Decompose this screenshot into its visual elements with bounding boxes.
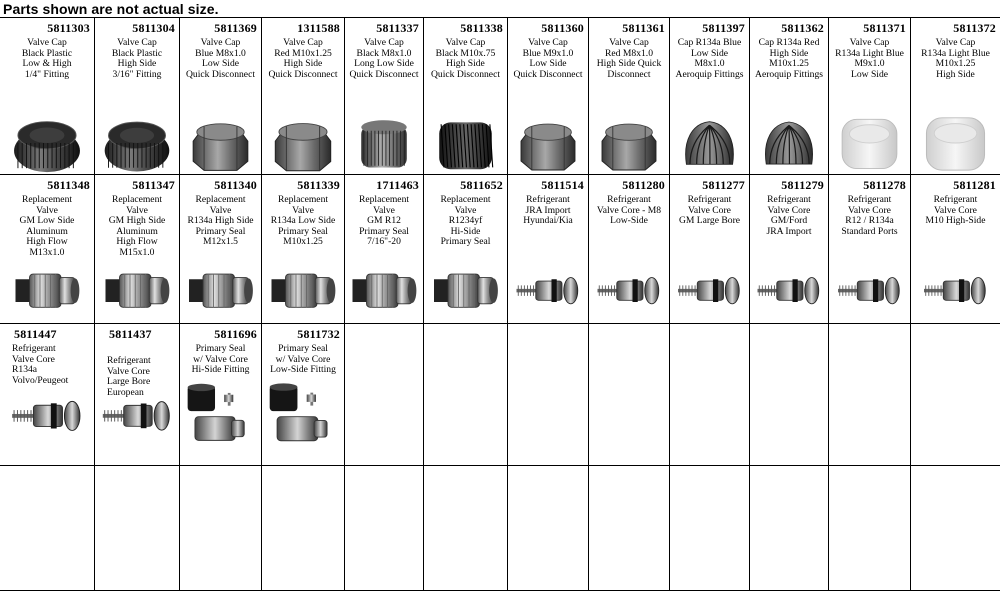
- valve-core-icon: [754, 260, 824, 316]
- black-ribbed-valve-cap-icon: [4, 112, 90, 174]
- primary-seal-kit-icon: [266, 382, 340, 444]
- part-description: Cap R134a Red High Side M10x1.25 Aeroquip Fittings: [755, 37, 823, 80]
- part-description: Valve Cap R134a Light Blue M10x1.25 High Side: [921, 37, 990, 80]
- part-number: 5811696: [214, 327, 257, 341]
- part-description: Refrigerant Valve Core M10 High-Side: [925, 194, 986, 227]
- primary-seal-kit-icon: [184, 382, 257, 444]
- part-number: 5811371: [863, 21, 906, 35]
- part-number: 5811447: [14, 327, 57, 341]
- part-description: Valve Cap Black M8x1.0 Long Low Side Quick Disconnect: [349, 37, 419, 80]
- part-cell-5811360: [508, 17, 589, 175]
- replacement-valve-icon: [349, 260, 419, 316]
- empty-cell: [0, 466, 95, 591]
- part-cell-5811303: [0, 17, 95, 175]
- part-number: 5811347: [132, 178, 175, 192]
- empty-cell: [95, 466, 180, 591]
- part-number: 5811304: [132, 21, 175, 35]
- empty-cell: [670, 466, 750, 591]
- part-number: 5811514: [541, 178, 584, 192]
- part-cell-5811447: [0, 324, 95, 466]
- empty-cell: [262, 466, 345, 591]
- parts-grid: [0, 17, 1000, 591]
- part-description: Refrigerant Valve Core R12 / R134a Standard Ports: [841, 194, 898, 237]
- part-description: Refrigerant Valve Core GM Large Bore: [678, 194, 741, 227]
- empty-cell: [829, 466, 911, 591]
- part-number: 5811281: [953, 178, 996, 192]
- replacement-valve-icon: [266, 260, 340, 316]
- part-cell-5811304: [95, 17, 180, 175]
- part-cell-5811514: [508, 175, 589, 324]
- part-cell-5811371: [829, 17, 911, 175]
- part-number: 5811348: [47, 178, 90, 192]
- part-number: 5811397: [702, 21, 745, 35]
- part-cell-1711463: [345, 175, 424, 324]
- empty-cell: [589, 466, 670, 591]
- empty-cell: [750, 466, 829, 591]
- part-number: 1711463: [376, 178, 419, 192]
- part-number: 5811437: [109, 327, 152, 341]
- part-description: Primary Seal w/ Valve Core Low-Side Fitting: [270, 343, 336, 376]
- part-cell-5811437: [95, 324, 180, 466]
- part-description: Refrigerant Valve Core R134a Volvo/Peugeot: [12, 343, 69, 386]
- empty-cell: [424, 466, 508, 591]
- part-cell-5811337: [345, 17, 424, 175]
- part-cell-5811278: [829, 175, 911, 324]
- part-cell-5811339: [262, 175, 345, 324]
- light-valve-cap-icon: [833, 112, 906, 174]
- replacement-valve-icon: [4, 260, 90, 316]
- empty-cell: [911, 466, 1000, 591]
- part-cell-5811362: [750, 17, 829, 175]
- valve-core-icon: [4, 382, 90, 444]
- part-number: 5811277: [702, 178, 745, 192]
- black-ribbed-valve-cap-icon: [99, 112, 175, 174]
- part-cell-5811369: [180, 17, 262, 175]
- part-number: 5811652: [460, 178, 503, 192]
- part-cell-5811397: [670, 17, 750, 175]
- light-valve-cap-icon: [915, 112, 996, 174]
- valve-core-icon: [674, 260, 745, 316]
- valve-core-icon: [99, 382, 175, 444]
- part-description: Valve Cap Blue M8x1.0 Low Side Quick Disconnect: [185, 37, 255, 80]
- empty-cell: [508, 324, 589, 466]
- empty-cell: [911, 324, 1000, 466]
- part-cell-5811372: [911, 17, 1000, 175]
- part-number: 5811278: [863, 178, 906, 192]
- part-description: Valve Cap Red M10x1.25 High Side Quick Disconnect: [268, 37, 338, 80]
- part-cell-5811280: [589, 175, 670, 324]
- empty-cell: [829, 324, 911, 466]
- part-cell-5811340: [180, 175, 262, 324]
- replacement-valve-icon: [428, 260, 503, 316]
- empty-cell: [750, 324, 829, 466]
- part-description: Refrigerant JRA Import Hyundai/Kia: [523, 194, 573, 227]
- part-description: Replacement Valve GM R12 Primary Seal 7/16"-20: [358, 194, 410, 248]
- part-description: Replacement Valve R1234yf Hi-Side Primary Seal: [440, 194, 491, 248]
- part-description: Valve Cap Black Plastic Low & High 1/4" Fitting: [21, 37, 73, 80]
- part-cell-5811277: [670, 175, 750, 324]
- part-cell-5811732: [262, 324, 345, 466]
- part-cell-5811696: [180, 324, 262, 466]
- part-description: Valve Cap Black Plastic High Side 3/16" Fitting: [111, 37, 163, 80]
- part-number: 5811369: [214, 21, 257, 35]
- part-number: 5811303: [47, 21, 90, 35]
- part-description: Valve Cap Black M10x.75 High Side Quick Disconnect: [430, 37, 500, 80]
- empty-cell: [508, 466, 589, 591]
- fluted-valve-cap-icon: [674, 112, 745, 174]
- part-number: 1311588: [297, 21, 340, 35]
- part-number: 5811340: [214, 178, 257, 192]
- replacement-valve-icon: [184, 260, 257, 316]
- part-description: Primary Seal w/ Valve Core Hi-Side Fitting: [191, 343, 250, 376]
- empty-cell: [345, 324, 424, 466]
- valve-core-icon: [915, 260, 996, 316]
- part-description: Replacement Valve R134a Low Side Primary Seal M10x1.25: [270, 194, 336, 248]
- part-number: 5811280: [622, 178, 665, 192]
- valve-core-icon: [833, 260, 906, 316]
- part-description: Cap R134a Blue Low Side M8x1.0 Aeroquip Fittings: [675, 37, 744, 80]
- part-number: 5811338: [460, 21, 503, 35]
- part-number: 5811732: [297, 327, 340, 341]
- empty-cell: [589, 324, 670, 466]
- replacement-valve-icon: [99, 260, 175, 316]
- empty-cell: [670, 324, 750, 466]
- part-number: 5811337: [376, 21, 419, 35]
- fluted-valve-cap-icon: [754, 112, 824, 174]
- part-description: Refrigerant Valve Core GM/Ford JRA Import: [766, 194, 812, 237]
- part-cell-1311588: [262, 17, 345, 175]
- part-description: Valve Cap Red M8x1.0 High Side Quick Disconnect: [596, 37, 662, 80]
- part-description: Refrigerant Valve Core - M8 Low-Side: [596, 194, 662, 227]
- empty-cell: [180, 466, 262, 591]
- part-cell-5811338: [424, 17, 508, 175]
- part-description: Valve Cap Blue M9x1.0 Low Side Quick Disconnect: [513, 37, 583, 80]
- knurled-valve-cap-icon: [428, 112, 503, 174]
- part-description: Valve Cap R134a Light Blue M9x1.0 Low Side: [835, 37, 904, 80]
- hex-valve-cap-icon: [266, 112, 340, 174]
- part-number: 5811279: [781, 178, 824, 192]
- part-description: Replacement Valve GM Low Side Aluminum High Flow M13x1.0: [19, 194, 75, 258]
- valve-core-icon: [512, 260, 584, 316]
- part-description: Replacement Valve GM High Side Aluminum High Flow M15x1.0: [108, 194, 166, 258]
- part-cell-5811279: [750, 175, 829, 324]
- part-description: Refrigerant Valve Core Large Bore European: [107, 355, 151, 398]
- part-number: 5811372: [953, 21, 996, 35]
- valve-core-icon: [593, 260, 665, 316]
- hex-valve-cap-icon: [593, 112, 665, 174]
- long-ribbed-valve-cap-icon: [349, 112, 419, 174]
- hex-valve-cap-icon: [184, 112, 257, 174]
- part-number: 5811361: [622, 21, 665, 35]
- empty-cell: [424, 324, 508, 466]
- part-number: 5811360: [541, 21, 584, 35]
- page-title: Parts shown are not actual size.: [3, 1, 219, 17]
- part-cell-5811281: [911, 175, 1000, 324]
- hex-valve-cap-icon: [512, 112, 584, 174]
- part-description: Replacement Valve R134a High Side Primary Seal M12x1.5: [187, 194, 254, 248]
- part-cell-5811652: [424, 175, 508, 324]
- part-cell-5811348: [0, 175, 95, 324]
- empty-cell: [345, 466, 424, 591]
- part-number: 5811362: [781, 21, 824, 35]
- part-cell-5811347: [95, 175, 180, 324]
- part-number: 5811339: [297, 178, 340, 192]
- part-cell-5811361: [589, 17, 670, 175]
